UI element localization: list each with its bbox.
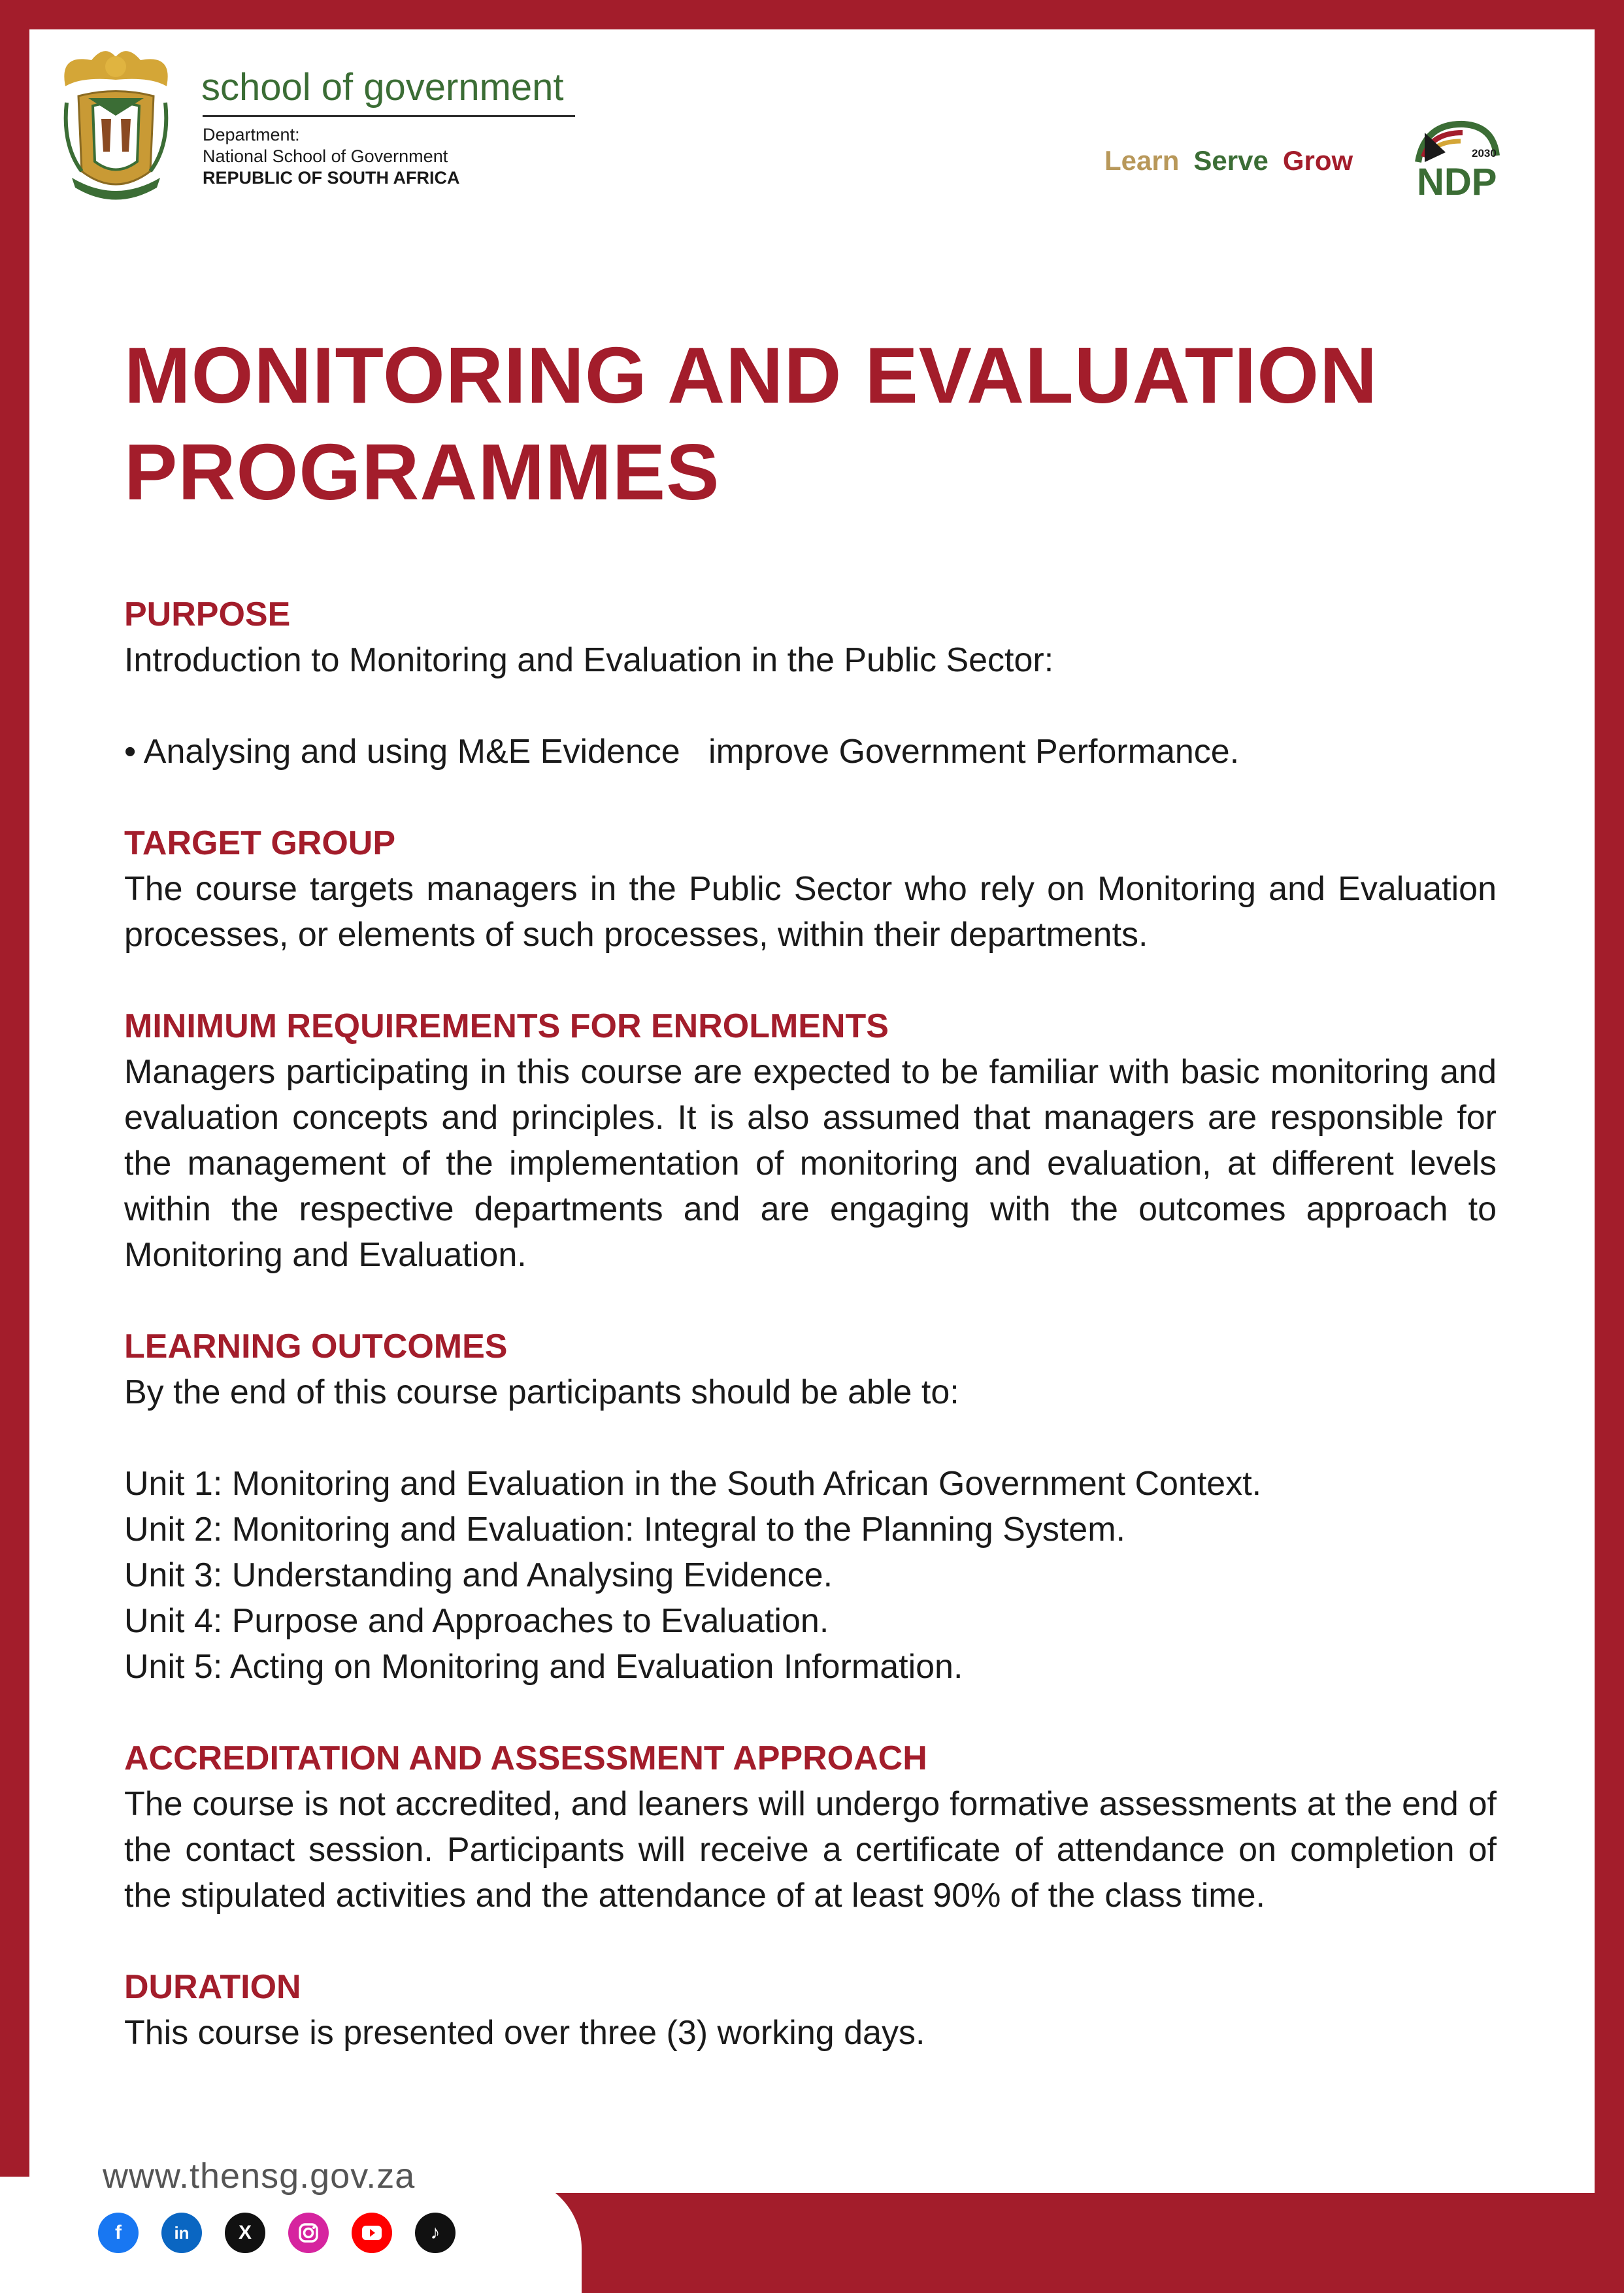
- org-name: school of government: [201, 66, 564, 109]
- facebook-icon[interactable]: f: [98, 2213, 139, 2253]
- target-group-section: [124, 820, 1497, 958]
- page-title-line-2: PROGRAMMES: [124, 427, 720, 516]
- learning-outcomes-section: [124, 1324, 1497, 1690]
- ndp-2030-logo: [1405, 116, 1503, 201]
- department-block: [203, 124, 460, 189]
- learning-outcome-unit-3: Unit 3: Understanding and Analysing Evidence.: [124, 1556, 833, 1594]
- linkedin-icon[interactable]: in: [161, 2213, 202, 2253]
- purpose-bullet: • Analysing and using M&E Evidence improve Government Performance.: [124, 733, 1240, 771]
- department-label: Department:: [203, 125, 300, 144]
- target-group-text: The course targets managers in the Public Sector who rely on Monitoring and Evaluation processes, or elements of such processes, within their departments.: [124, 870, 1497, 954]
- coat-of-arms-logo: [52, 41, 180, 204]
- duration-section: [124, 1964, 1497, 2056]
- accreditation-section: [124, 1735, 1497, 1918]
- learning-outcome-unit-1: Unit 1: Monitoring and Evaluation in the South African Government Context.: [124, 1465, 1262, 1503]
- duration-heading: DURATION: [124, 1968, 301, 2006]
- course-content: [124, 592, 1497, 2101]
- learning-outcome-unit-2: Unit 2: Monitoring and Evaluation: Integral to the Planning System.: [124, 1511, 1125, 1548]
- purpose-section: [124, 592, 1497, 775]
- minimum-requirements-section: [124, 1003, 1497, 1278]
- ndp-text: NDP: [1417, 161, 1497, 201]
- tiktok-icon[interactable]: ♪: [415, 2213, 456, 2253]
- minimum-requirements-text: Managers participating in this course are expected to be familiar with basic monitoring and evaluation concepts and principles. It is also assumed that managers are responsible for the management of the implementation of monitoring and evaluation, at different levels within the respective departments and are engaging with the outcomes approach to Monitoring and Evaluation.: [124, 1053, 1497, 1274]
- minimum-requirements-heading: MINIMUM REQUIREMENTS FOR ENROLMENTS: [124, 1007, 889, 1045]
- learning-outcomes-heading: LEARNING OUTCOMES: [124, 1328, 508, 1365]
- org-name-underline: [203, 115, 575, 117]
- spacer: [124, 1415, 1497, 1461]
- accreditation-text: The course is not accredited, and leaners will undergo formative assessments at the end of the contact session. Participants will receive a certificate of attendance on completion of the stipulated activities and the attendance of at least 90% of the class time.: [124, 1785, 1497, 1915]
- tagline-grow: Grow: [1282, 145, 1353, 176]
- ndp-year: 2030: [1472, 147, 1497, 159]
- tagline: [1104, 145, 1367, 176]
- youtube-icon[interactable]: [352, 2213, 392, 2253]
- page-title: [124, 327, 1549, 520]
- purpose-intro: Introduction to Monitoring and Evaluation in the Public Sector:: [124, 641, 1054, 679]
- website-link[interactable]: www.thensg.gov.za: [103, 2156, 416, 2196]
- accreditation-heading: ACCREDITATION AND ASSESSMENT APPROACH: [124, 1739, 927, 1777]
- tagline-learn: Learn: [1104, 145, 1180, 176]
- tagline-serve: Serve: [1193, 145, 1268, 176]
- department-name: National School of Government: [203, 146, 448, 166]
- spacer: [124, 683, 1497, 729]
- x-icon[interactable]: X: [225, 2213, 265, 2253]
- learning-outcomes-intro: By the end of this course participants should be able to:: [124, 1373, 959, 1411]
- page-title-line-1: MONITORING AND EVALUATION: [124, 331, 1378, 420]
- learning-outcome-unit-5: Unit 5: Acting on Monitoring and Evaluation Information.: [124, 1648, 963, 1686]
- duration-text: This course is presented over three (3) working days.: [124, 2014, 925, 2052]
- country-name: REPUBLIC OF SOUTH AFRICA: [203, 168, 460, 188]
- instagram-icon[interactable]: [288, 2213, 329, 2253]
- target-group-heading: TARGET GROUP: [124, 824, 396, 862]
- purpose-heading: PURPOSE: [124, 595, 291, 633]
- learning-outcome-unit-4: Unit 4: Purpose and Approaches to Evaluation.: [124, 1602, 829, 1640]
